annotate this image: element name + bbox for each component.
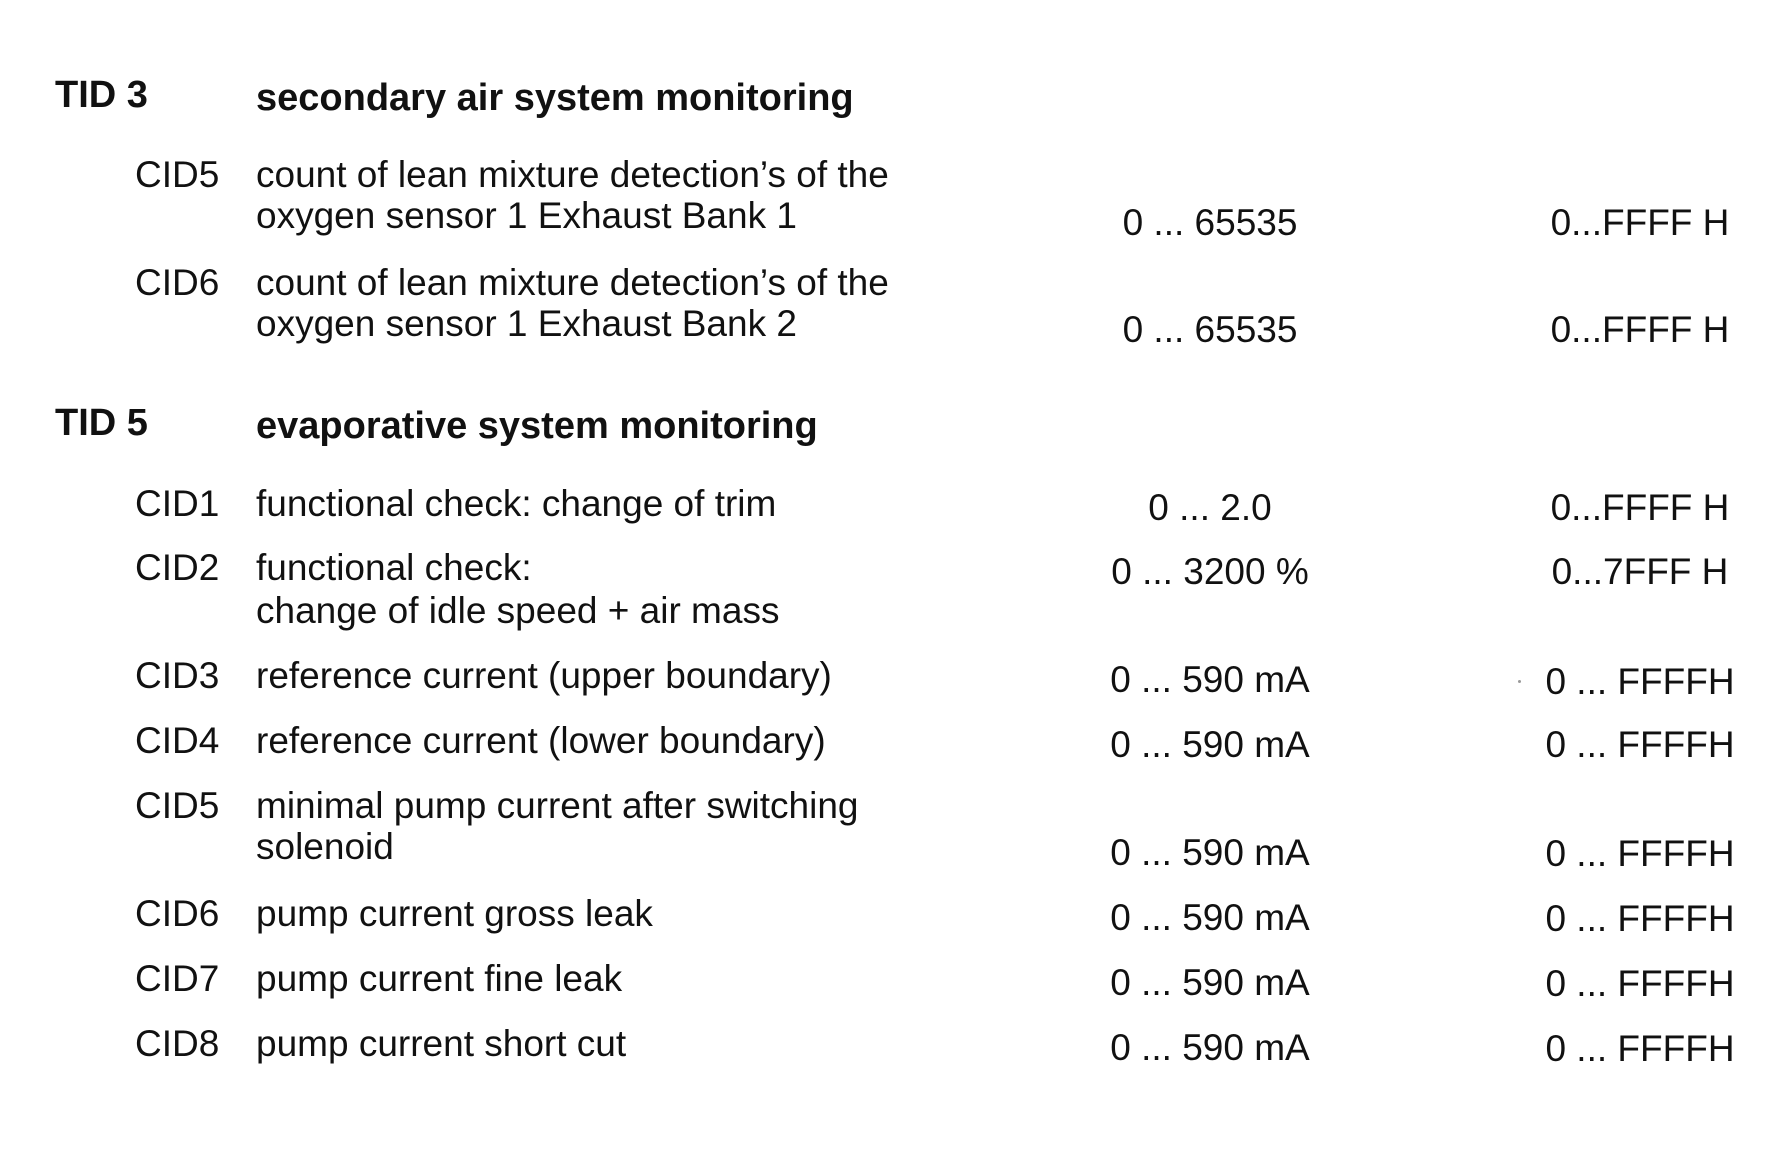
hex-range: 0 ... FFFFH [1545, 661, 1735, 702]
row-description [256, 893, 956, 934]
cid-label: CID6 [135, 893, 220, 934]
description-line: reference current (upper boundary) [256, 655, 832, 696]
cid-label: CID5 [135, 154, 220, 195]
row-description [256, 785, 956, 867]
hex-range: 0 ... FFFFH [1545, 724, 1735, 765]
description-line: pump current fine leak [256, 958, 623, 999]
cid-label: CID5 [135, 785, 220, 826]
description-line: minimal pump current after switching [256, 785, 859, 826]
description-line: functional check: [256, 547, 532, 588]
row-description [256, 1023, 956, 1064]
cid-label: CID7 [135, 958, 220, 999]
row-description [256, 262, 956, 344]
hex-range: 0 ... FFFFH [1545, 1028, 1735, 1069]
description-line: change of idle speed + air mass [256, 590, 780, 631]
scan-speck [1518, 680, 1521, 683]
cid-label: CID8 [135, 1023, 220, 1064]
cid-label: CID6 [135, 262, 220, 303]
description-line: pump current gross leak [256, 893, 653, 934]
row-description [256, 958, 956, 999]
hex-range: 0...FFFF H [1550, 487, 1730, 528]
value-range: 0 ... 590 mA [1110, 832, 1310, 873]
cid-label: CID3 [135, 655, 220, 696]
value-range: 0 ... 65535 [1122, 202, 1298, 243]
section-heading: evaporative system monitoring [256, 405, 818, 447]
hex-range: 0 ... FFFFH [1545, 833, 1735, 874]
description-line: pump current short cut [256, 1023, 627, 1064]
row-description [256, 547, 956, 631]
row-description [256, 720, 956, 761]
value-range: 0 ... 3200 % [1111, 551, 1309, 592]
hex-range: 0 ... FFFFH [1545, 898, 1735, 939]
description-line: reference current (lower boundary) [256, 720, 826, 761]
tid-label: TID 3 [55, 74, 148, 116]
cid-label: CID1 [135, 483, 220, 524]
row-description [256, 154, 956, 236]
value-range: 0 ... 590 mA [1110, 897, 1310, 938]
description-line: functional check: change of trim [256, 483, 777, 524]
value-range: 0 ... 590 mA [1110, 962, 1310, 1003]
description-line: oxygen sensor 1 Exhaust Bank 1 [256, 195, 797, 236]
cid-label: CID2 [135, 547, 220, 588]
tid-label: TID 5 [55, 402, 148, 444]
hex-range: 0 ... FFFFH [1545, 963, 1735, 1004]
value-range: 0 ... 590 mA [1110, 724, 1310, 765]
description-line: solenoid [256, 826, 394, 867]
value-range: 0 ... 590 mA [1110, 659, 1310, 700]
value-range: 0 ... 65535 [1122, 309, 1298, 350]
hex-range: 0...7FFF H [1551, 551, 1729, 592]
hex-range: 0...FFFF H [1550, 202, 1730, 243]
value-range: 0 ... 590 mA [1110, 1027, 1310, 1068]
hex-range: 0...FFFF H [1550, 309, 1730, 350]
row-description [256, 655, 956, 696]
cid-label: CID4 [135, 720, 220, 761]
description-line: count of lean mixture detection’s of the [256, 262, 889, 303]
description-line: oxygen sensor 1 Exhaust Bank 2 [256, 303, 797, 344]
row-description [256, 483, 956, 524]
description-line: count of lean mixture detection’s of the [256, 154, 889, 195]
section-heading: secondary air system monitoring [256, 77, 854, 119]
value-range: 0 ... 2.0 [1148, 487, 1272, 528]
